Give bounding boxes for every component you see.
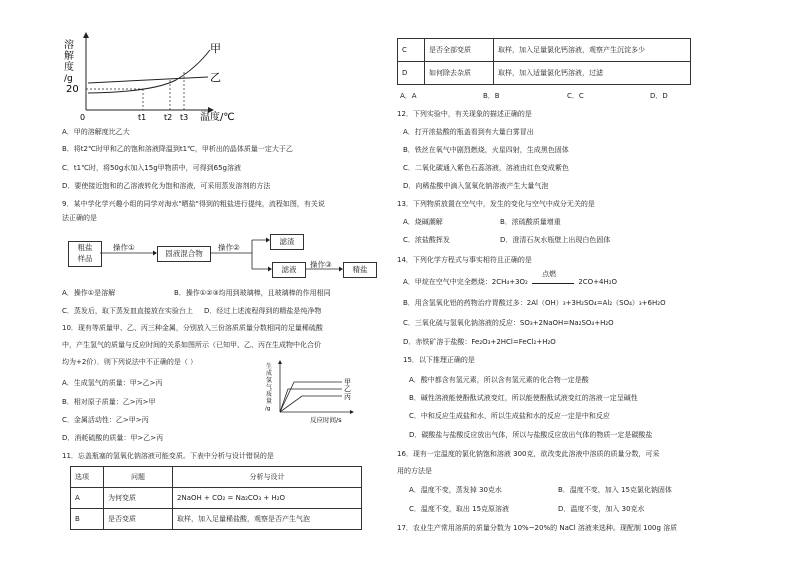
condition-text: 点燃 — [542, 270, 557, 278]
q11-choice-a: A．A — [400, 92, 417, 100]
flow-filtrate-box: 滤液 — [272, 262, 306, 278]
q13-option-a: A．烧碱潮解 — [403, 218, 443, 226]
hg-y-6: 量 — [266, 398, 273, 405]
row-d-question: 如何除去杂质 — [425, 62, 494, 85]
q16-stem-2: 用的方法是 — [397, 467, 432, 475]
flow-start-1: 粗盐 — [77, 243, 93, 252]
header-option: 选项 — [71, 467, 104, 488]
table-row — [71, 488, 362, 509]
q14-option-a-pre: A．甲烷在空气中完全燃烧：2CH₄+3O₂ — [403, 278, 528, 286]
flow-residue-box: 滤渣 — [270, 234, 304, 250]
q12-option-c: C．二氧化碳通入紫色石蕊溶液，溶液由红色变成紫色 — [403, 164, 569, 172]
q16-option-a: A．温度不变，蒸发掉 30克水 — [409, 486, 502, 494]
x-tick-0: 0 — [80, 113, 86, 122]
header-question: 问题 — [104, 467, 173, 488]
hg-y-3: 氢 — [266, 377, 273, 384]
hg-y-1: 生 — [266, 363, 273, 370]
q14-stem: 14．下列化学方程式与事实相符且正确的是 — [397, 256, 532, 264]
table-row — [71, 509, 362, 530]
q12-option-a: A．打开浓盐酸的瓶盖看到有大量白雾冒出 — [403, 128, 534, 136]
reaction-condition — [530, 270, 576, 287]
q13-option-b: B．浓硫酸质量增重 — [500, 218, 561, 226]
flow-product-box: 精盐 — [343, 262, 377, 278]
q10-option-b: B．相对原子质量：乙>丙>甲 — [62, 398, 156, 406]
q8-option-d: D．要使接近饱和的乙溶液转化为饱和溶液，可采用蒸发溶剂的方法 — [62, 182, 271, 190]
q8-option-c: C．t1℃时，将50g水加入15g甲物质中，可得到65g溶液 — [62, 164, 241, 172]
q16-stem-1: 16．现有一定温度的氯化钠饱和溶液 300克，欲改变此溶液中溶质的质量分数，可采 — [397, 450, 660, 458]
q15-option-c: C．中和反应生成盐和水，所以生成盐和水的反应一定是中和反应 — [409, 412, 610, 420]
q11-stem: 11．忘盖瓶塞的氢氧化钠溶液可能变质。下表中分析与设计错误的是 — [62, 452, 274, 460]
solubility-graph — [58, 30, 248, 122]
q14-option-a-post: 2CO+4H₂O — [578, 278, 618, 286]
q15-stem: 15．以下推理正确的是 — [403, 356, 475, 364]
hg-y-4: 气 — [266, 384, 273, 391]
q16-option-c: C．温度不变，取出 15克原溶液 — [409, 505, 510, 513]
q11-choice-c: C．C — [567, 92, 584, 100]
row-b-analysis: 取样，加入足量稀盐酸，观察是否产生气泡 — [173, 509, 362, 530]
q16-option-d: D．温度不变，加入 30克水 — [558, 505, 645, 513]
q10-stem-2: 中，产生氢气的质量与反应时间的关系如图所示（已知甲、乙、丙在生成物中化合价 — [62, 341, 321, 349]
table-row — [398, 39, 691, 62]
q11-choice-b: B．B — [483, 92, 500, 100]
row-b-question: 是否变质 — [104, 509, 173, 530]
q14-option-d: D．赤铁矿溶于盐酸：Fe₂O₃+2HCl=FeCl₂+H₂O — [403, 338, 556, 346]
table-header-row — [71, 467, 362, 488]
q8-option-a: A．甲的溶解度比乙大 — [62, 128, 130, 136]
q9-option-c: C．蒸发后，取下蒸发皿直接放在实验台上 — [62, 307, 193, 315]
y-value-20: 20 — [66, 84, 79, 95]
hg-x-label: 反应时间/s — [310, 416, 342, 424]
x-tick-t3: t3 — [180, 113, 189, 122]
q10-option-a: A．生成氢气的质量：甲>乙>丙 — [62, 379, 163, 387]
q15-option-d: D．碳酸盐与盐酸反应放出气体，所以与盐酸反应放出气体的物质一定是碳酸盐 — [409, 431, 653, 439]
y-label-4: /g — [64, 74, 73, 84]
hg-y-7: /g — [265, 406, 271, 412]
q9-option-a: A．操作①是溶解 — [62, 289, 116, 297]
q11-table-left — [70, 466, 362, 530]
q14-option-b: B．用含氢氧化铝的药物治疗胃酸过多：2Al（OH）₃+3H₂SO₄=Al₂（SO₄）₃+6H₂O — [403, 299, 666, 307]
q9-option-b: B．操作①②③均用到玻璃棒，且玻璃棒的作用相同 — [174, 289, 331, 297]
flow-op2: 操作② — [218, 243, 240, 252]
row-d-option: D — [398, 62, 425, 85]
y-label-2: 解 — [64, 51, 74, 62]
q12-option-b: B．铁丝在氧气中剧烈燃烧，火星四射，生成黑色固体 — [403, 146, 569, 154]
header-analysis: 分析与设计 — [173, 467, 362, 488]
q10-stem-3: 均为+2价）．则下列说法中不正确的是（ ） — [62, 358, 198, 366]
curve-label-yi: 乙 — [210, 71, 221, 84]
q11-table-right — [397, 38, 691, 85]
row-c-option: C — [398, 39, 425, 62]
hg-series-yi: 乙 — [344, 385, 351, 393]
q14-option-a — [403, 270, 618, 287]
y-label-3: 度 — [64, 62, 74, 73]
table-row — [398, 62, 691, 85]
row-c-analysis: 取样，加入足量氯化钙溶液，观察产生沉淀多少 — [494, 39, 691, 62]
q10-option-d: D．消耗硫酸的质量：甲>乙>丙 — [62, 434, 164, 442]
hg-series-bing: 丙 — [344, 393, 351, 401]
q13-stem: 13．下列物质放置在空气中，发生的变化与空气中成分无关的是 — [397, 200, 595, 208]
q15-option-a: A．酸中都含有氢元素，所以含有氢元素的化合物一定是酸 — [409, 376, 589, 384]
q16-option-b: B．温度不变，加入 15克氯化钠固体 — [558, 486, 672, 494]
y-label-1: 溶 — [64, 40, 74, 51]
q10-option-c: C．金属活动性：乙>甲>丙 — [62, 416, 149, 424]
flow-start-2: 样品 — [77, 254, 93, 263]
q11-choice-d: D．D — [650, 92, 668, 100]
q14-option-c: C．三氧化硫与氢氧化钠溶液的反应：SO₃+2NaOH=Na₂SO₄+H₂O — [403, 319, 614, 327]
curve-label-jia: 甲 — [210, 42, 221, 55]
flow-arrows — [60, 230, 390, 280]
q17-stem: 17．农业生产常用溶质的质量分数为 10%~20%的 NaCl 溶液来选种。现配制 100g 溶质 — [397, 524, 678, 532]
x-tick-t2: t2 — [164, 113, 173, 122]
flow-op3: 操作③ — [310, 260, 332, 269]
row-c-question: 是否全部变质 — [425, 39, 494, 62]
q13-option-d: D．澄清石灰水瓶壁上出现白色固体 — [500, 236, 611, 244]
q10-stem-1: 10．现有等质量甲、乙、丙三种金属，分别放入三份溶质质量分数相同的足量稀硫酸 — [62, 324, 323, 332]
flow-op1: 操作① — [113, 243, 135, 252]
hg-y-2: 成 — [266, 370, 273, 377]
q12-stem: 12．下列实验中，有关现象的描述正确的是 — [397, 110, 532, 118]
q9-stem-1: 9．某中学化学兴趣小组的同学对海水"晒盐"得到的粗盐进行提纯，流程如图，有关说 — [62, 200, 325, 208]
hg-y-5: 质 — [266, 391, 273, 398]
q12-option-d: D．向稀盐酸中滴入氢氧化钠溶液产生大量气泡 — [403, 182, 549, 190]
row-d-analysis: 取样，加入适量氯化钙溶液，过滤 — [494, 62, 691, 85]
x-tick-t1: t1 — [138, 113, 147, 122]
condition-line — [532, 283, 574, 284]
q9-stem-2: 法正确的是 — [62, 214, 97, 222]
q15-option-b: B．碱性溶液能使酚酞试液变红，所以能使酚酞试液变红的溶液一定呈碱性 — [409, 394, 638, 402]
row-a-question: 为何变质 — [104, 488, 173, 509]
row-a-analysis: 2NaOH + CO₂ = Na₂CO₃ + H₂O — [173, 488, 362, 509]
hydrogen-graph — [262, 356, 372, 426]
hg-series-jia: 甲 — [344, 378, 351, 386]
row-b-option: B — [71, 509, 104, 530]
q13-option-c: C．浓盐酸挥发 — [403, 236, 450, 244]
q9-option-d: D．经过上述流程得到的精盐是纯净物 — [204, 307, 322, 315]
row-a-option: A — [71, 488, 104, 509]
q8-option-b: B．将t2℃时甲和乙的饱和溶液降温到t1℃，甲析出的晶体质量一定大于乙 — [62, 145, 293, 153]
x-axis-label: 温度/℃ — [200, 112, 235, 122]
flow-mix-box: 固液混合物 — [157, 246, 211, 262]
